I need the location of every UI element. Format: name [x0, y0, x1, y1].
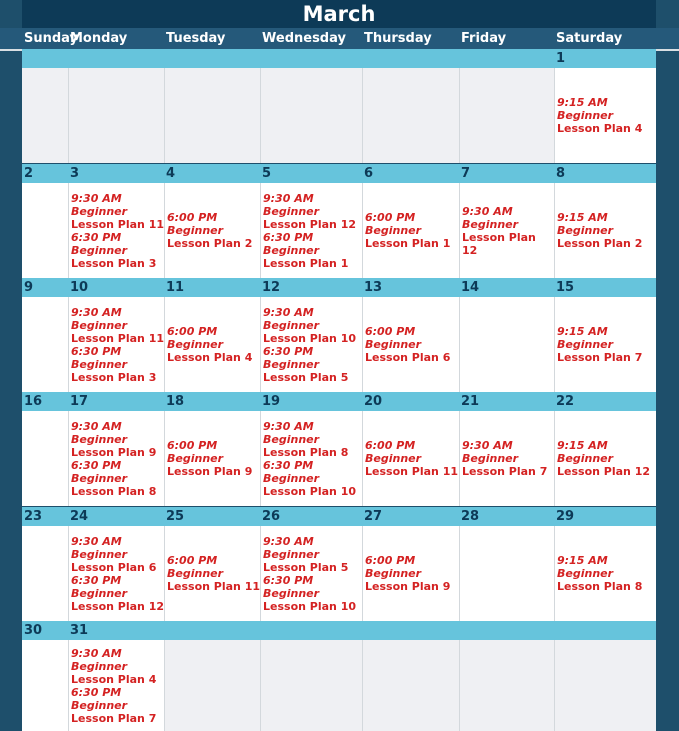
empty-day-cell	[68, 68, 164, 163]
calendar-event[interactable]	[365, 211, 459, 250]
day-number: 22	[556, 394, 575, 409]
day-cell[interactable]	[22, 526, 68, 621]
day-number: 1	[556, 51, 566, 66]
week-row	[22, 278, 656, 393]
day-number-strip	[22, 392, 656, 411]
event-plan: Lesson Plan 6	[71, 560, 157, 574]
event-level: Beginner	[71, 698, 128, 712]
event-level: Beginner	[462, 452, 519, 465]
calendar-event[interactable]	[557, 211, 656, 250]
event-plan: Lesson Plan 12	[462, 230, 536, 257]
event-level: Beginner	[167, 452, 224, 465]
day-cell[interactable]	[260, 526, 362, 621]
day-cell[interactable]	[164, 183, 260, 278]
day-number: 20	[364, 394, 383, 409]
calendar-event[interactable]	[71, 420, 164, 459]
event-level: Beginner	[71, 586, 128, 600]
event-plan: Lesson Plan 4	[167, 351, 253, 364]
event-level: Beginner	[263, 204, 320, 218]
day-number: 17	[70, 394, 89, 409]
day-cell[interactable]	[554, 183, 656, 278]
event-plan: Lesson Plan 7	[557, 351, 643, 364]
month-title: March	[22, 0, 656, 28]
day-cell[interactable]	[362, 411, 459, 506]
event-time: 6:00 PM	[167, 325, 218, 338]
day-number	[260, 621, 262, 640]
dow-friday: Friday	[461, 31, 507, 46]
day-number: 27	[364, 509, 383, 524]
day-cell[interactable]	[164, 411, 260, 506]
calendar-event[interactable]	[557, 96, 656, 135]
event-time: 6:00 PM	[365, 211, 416, 224]
event-time: 9:30 AM	[71, 534, 122, 548]
event-plan: Lesson Plan 4	[71, 672, 157, 686]
day-number: 8	[556, 166, 566, 181]
calendar-event[interactable]	[167, 325, 260, 364]
day-number: 7	[461, 166, 471, 181]
event-plan: Lesson Plan 10	[263, 484, 357, 498]
event-level: Beginner	[263, 243, 320, 257]
day-cell[interactable]	[22, 183, 68, 278]
event-level: Beginner	[365, 224, 422, 237]
day-number: 23	[24, 509, 43, 524]
day-number: 21	[461, 394, 480, 409]
calendar-event[interactable]	[167, 554, 260, 593]
empty-day-cell	[459, 640, 554, 731]
event-plan: Lesson Plan 3	[71, 256, 157, 270]
day-number	[164, 49, 166, 68]
event-level: Beginner	[71, 318, 128, 332]
day-number	[22, 49, 24, 68]
calendar-event[interactable]	[263, 420, 362, 459]
event-time: 6:00 PM	[365, 325, 416, 338]
calendar-event[interactable]	[263, 192, 362, 231]
calendar-event[interactable]	[71, 647, 164, 686]
day-cell[interactable]	[68, 640, 164, 731]
event-plan: Lesson Plan 1	[263, 256, 349, 270]
day-cell[interactable]	[554, 68, 656, 163]
week-row	[22, 392, 656, 507]
event-time: 9:15 AM	[557, 439, 608, 452]
event-time: 9:30 AM	[263, 419, 314, 433]
event-time: 6:30 PM	[263, 344, 314, 358]
calendar-event[interactable]	[71, 459, 164, 498]
calendar-event[interactable]	[71, 192, 164, 231]
day-cell[interactable]	[68, 183, 164, 278]
calendar-event[interactable]	[365, 439, 459, 478]
event-plan: Lesson Plan 6	[365, 351, 451, 364]
event-plan: Lesson Plan 11	[365, 465, 459, 478]
event-time: 6:30 PM	[71, 573, 122, 587]
day-body-strip	[22, 183, 656, 278]
day-cell[interactable]	[459, 411, 554, 506]
calendar-event[interactable]	[557, 554, 656, 593]
event-level: Beginner	[365, 452, 422, 465]
calendar-event[interactable]	[263, 574, 362, 613]
day-number-strip	[22, 278, 656, 297]
week-row	[22, 507, 656, 622]
day-cell[interactable]	[260, 183, 362, 278]
day-body-strip	[22, 411, 656, 506]
day-of-week-header	[0, 28, 679, 51]
day-cell[interactable]	[164, 297, 260, 392]
day-number: 5	[262, 166, 272, 181]
calendar-event[interactable]	[365, 325, 459, 364]
empty-day-cell	[260, 640, 362, 731]
calendar-event[interactable]	[167, 211, 260, 250]
dow-sunday: Sunday	[24, 31, 79, 46]
event-plan: Lesson Plan 12	[263, 217, 357, 231]
calendar-event[interactable]	[263, 345, 362, 384]
event-time: 9:30 AM	[263, 305, 314, 319]
day-number: 13	[364, 280, 383, 295]
event-level: Beginner	[557, 452, 614, 465]
day-cell[interactable]	[362, 183, 459, 278]
event-level: Beginner	[71, 659, 128, 673]
calendar-event[interactable]	[71, 686, 164, 725]
event-time: 9:30 AM	[71, 646, 122, 660]
event-time: 9:30 AM	[71, 305, 122, 319]
day-body-strip	[22, 526, 656, 621]
event-level: Beginner	[71, 432, 128, 446]
event-plan: Lesson Plan 11	[167, 580, 261, 593]
day-number	[459, 49, 461, 68]
day-number	[554, 621, 556, 640]
dow-wednesday: Wednesday	[262, 31, 346, 46]
calendar-event[interactable]	[462, 439, 554, 478]
event-level: Beginner	[263, 357, 320, 371]
event-time: 9:30 AM	[263, 191, 314, 205]
day-cell[interactable]	[362, 526, 459, 621]
day-number: 26	[262, 509, 281, 524]
empty-day-cell	[164, 68, 260, 163]
event-time: 6:30 PM	[71, 230, 122, 244]
event-level: Beginner	[263, 547, 320, 561]
day-cell[interactable]	[68, 297, 164, 392]
event-time: 6:00 PM	[167, 211, 218, 224]
event-plan: Lesson Plan 7	[462, 465, 548, 478]
day-number: 9	[24, 280, 34, 295]
event-plan: Lesson Plan 7	[71, 711, 157, 725]
event-time: 6:30 PM	[263, 230, 314, 244]
day-number	[260, 49, 262, 68]
event-plan: Lesson Plan 10	[263, 599, 357, 613]
calendar-event[interactable]	[462, 205, 554, 257]
event-level: Beginner	[263, 432, 320, 446]
event-level: Beginner	[557, 224, 614, 237]
day-cell[interactable]	[554, 526, 656, 621]
day-cell[interactable]	[459, 297, 554, 392]
event-level: Beginner	[167, 224, 224, 237]
day-cell[interactable]	[459, 526, 554, 621]
event-level: Beginner	[365, 567, 422, 580]
calendar-event[interactable]	[263, 306, 362, 345]
event-plan: Lesson Plan 8	[71, 484, 157, 498]
event-time: 6:30 PM	[71, 344, 122, 358]
calendar-event[interactable]	[167, 439, 260, 478]
day-number	[362, 621, 364, 640]
calendar-event[interactable]	[71, 535, 164, 574]
day-cell[interactable]	[22, 297, 68, 392]
day-number: 15	[556, 280, 575, 295]
day-cell[interactable]	[459, 183, 554, 278]
calendar-event[interactable]	[557, 325, 656, 364]
day-number-strip	[22, 164, 656, 183]
event-time: 6:30 PM	[71, 458, 122, 472]
event-time: 9:30 AM	[71, 419, 122, 433]
dow-monday: Monday	[70, 31, 128, 46]
event-time: 9:15 AM	[557, 325, 608, 338]
event-plan: Lesson Plan 9	[71, 445, 157, 459]
event-time: 6:30 PM	[263, 573, 314, 587]
day-number	[68, 49, 70, 68]
event-plan: Lesson Plan 8	[263, 445, 349, 459]
day-number: 12	[262, 280, 281, 295]
event-time: 9:30 AM	[462, 439, 513, 452]
calendar-event[interactable]	[71, 231, 164, 270]
event-plan: Lesson Plan 12	[557, 465, 651, 478]
event-plan: Lesson Plan 9	[167, 465, 253, 478]
day-number: 6	[364, 166, 374, 181]
day-number: 3	[70, 166, 80, 181]
event-plan: Lesson Plan 12	[71, 599, 165, 613]
day-number-strip	[22, 49, 656, 68]
event-plan: Lesson Plan 10	[263, 331, 357, 345]
day-number: 16	[24, 394, 43, 409]
calendar-event[interactable]	[557, 439, 656, 478]
event-level: Beginner	[71, 243, 128, 257]
week-row	[22, 621, 656, 731]
calendar-event[interactable]	[365, 554, 459, 593]
event-time: 6:00 PM	[365, 554, 416, 567]
event-plan: Lesson Plan 5	[263, 370, 349, 384]
day-number: 11	[166, 280, 185, 295]
day-cell[interactable]	[22, 640, 68, 731]
event-time: 6:00 PM	[167, 554, 218, 567]
dow-tuesday: Tuesday	[166, 31, 226, 46]
day-number	[164, 621, 166, 640]
day-cell[interactable]	[260, 297, 362, 392]
event-plan: Lesson Plan 8	[557, 580, 643, 593]
calendar-event[interactable]	[263, 535, 362, 574]
day-number: 14	[461, 280, 480, 295]
event-plan: Lesson Plan 11	[71, 331, 165, 345]
event-time: 6:00 PM	[365, 439, 416, 452]
day-number: 25	[166, 509, 185, 524]
empty-day-cell	[459, 68, 554, 163]
week-row	[22, 49, 656, 164]
calendar-event[interactable]	[263, 459, 362, 498]
event-time: 9:30 AM	[462, 204, 513, 218]
empty-day-cell	[22, 68, 68, 163]
event-plan: Lesson Plan 3	[71, 370, 157, 384]
calendar-event[interactable]	[71, 306, 164, 345]
day-number: 29	[556, 509, 575, 524]
day-number: 10	[70, 280, 89, 295]
empty-day-cell	[362, 640, 459, 731]
calendar-event[interactable]	[71, 345, 164, 384]
calendar-event[interactable]	[263, 231, 362, 270]
event-level: Beginner	[71, 547, 128, 561]
day-number: 19	[262, 394, 281, 409]
day-cell[interactable]	[362, 297, 459, 392]
event-plan: Lesson Plan 2	[167, 237, 253, 250]
event-plan: Lesson Plan 5	[263, 560, 349, 574]
empty-day-cell	[554, 640, 656, 731]
event-plan: Lesson Plan 9	[365, 580, 451, 593]
calendar-event[interactable]	[71, 574, 164, 613]
day-number: 2	[24, 166, 34, 181]
event-time: 6:00 PM	[167, 439, 218, 452]
day-cell[interactable]	[554, 411, 656, 506]
day-body-strip	[22, 640, 656, 731]
event-level: Beginner	[71, 204, 128, 218]
day-number-strip	[22, 507, 656, 526]
day-number: 18	[166, 394, 185, 409]
day-number	[459, 621, 461, 640]
event-level: Beginner	[557, 338, 614, 351]
event-level: Beginner	[71, 471, 128, 485]
event-time: 9:15 AM	[557, 96, 608, 109]
event-level: Beginner	[263, 471, 320, 485]
event-plan: Lesson Plan 1	[365, 237, 451, 250]
event-plan: Lesson Plan 4	[557, 122, 643, 135]
event-time: 9:30 AM	[263, 534, 314, 548]
event-plan: Lesson Plan 11	[71, 217, 165, 231]
empty-day-cell	[260, 68, 362, 163]
day-number-strip	[22, 621, 656, 640]
event-level: Beginner	[557, 109, 614, 122]
event-level: Beginner	[71, 357, 128, 371]
day-cell[interactable]	[68, 411, 164, 506]
dow-saturday: Saturday	[556, 31, 623, 46]
day-number: 28	[461, 509, 480, 524]
day-body-strip	[22, 68, 656, 163]
dow-thursday: Thursday	[364, 31, 432, 46]
day-body-strip	[22, 297, 656, 392]
day-number: 30	[24, 623, 43, 638]
day-number: 31	[70, 623, 89, 638]
day-cell[interactable]	[68, 526, 164, 621]
day-number: 4	[166, 166, 176, 181]
day-cell[interactable]	[164, 526, 260, 621]
event-plan: Lesson Plan 2	[557, 237, 643, 250]
week-row	[22, 164, 656, 279]
event-level: Beginner	[462, 217, 519, 231]
day-number: 24	[70, 509, 89, 524]
day-cell[interactable]	[554, 297, 656, 392]
event-level: Beginner	[263, 318, 320, 332]
day-number	[362, 49, 364, 68]
event-level: Beginner	[365, 338, 422, 351]
event-time: 9:15 AM	[557, 211, 608, 224]
event-time: 9:30 AM	[71, 191, 122, 205]
event-level: Beginner	[263, 586, 320, 600]
event-level: Beginner	[557, 567, 614, 580]
event-level: Beginner	[167, 338, 224, 351]
day-cell[interactable]	[22, 411, 68, 506]
event-time: 6:30 PM	[263, 458, 314, 472]
day-cell[interactable]	[260, 411, 362, 506]
event-level: Beginner	[167, 567, 224, 580]
empty-day-cell	[164, 640, 260, 731]
event-time: 9:15 AM	[557, 554, 608, 567]
empty-day-cell	[362, 68, 459, 163]
event-time: 6:30 PM	[71, 685, 122, 699]
